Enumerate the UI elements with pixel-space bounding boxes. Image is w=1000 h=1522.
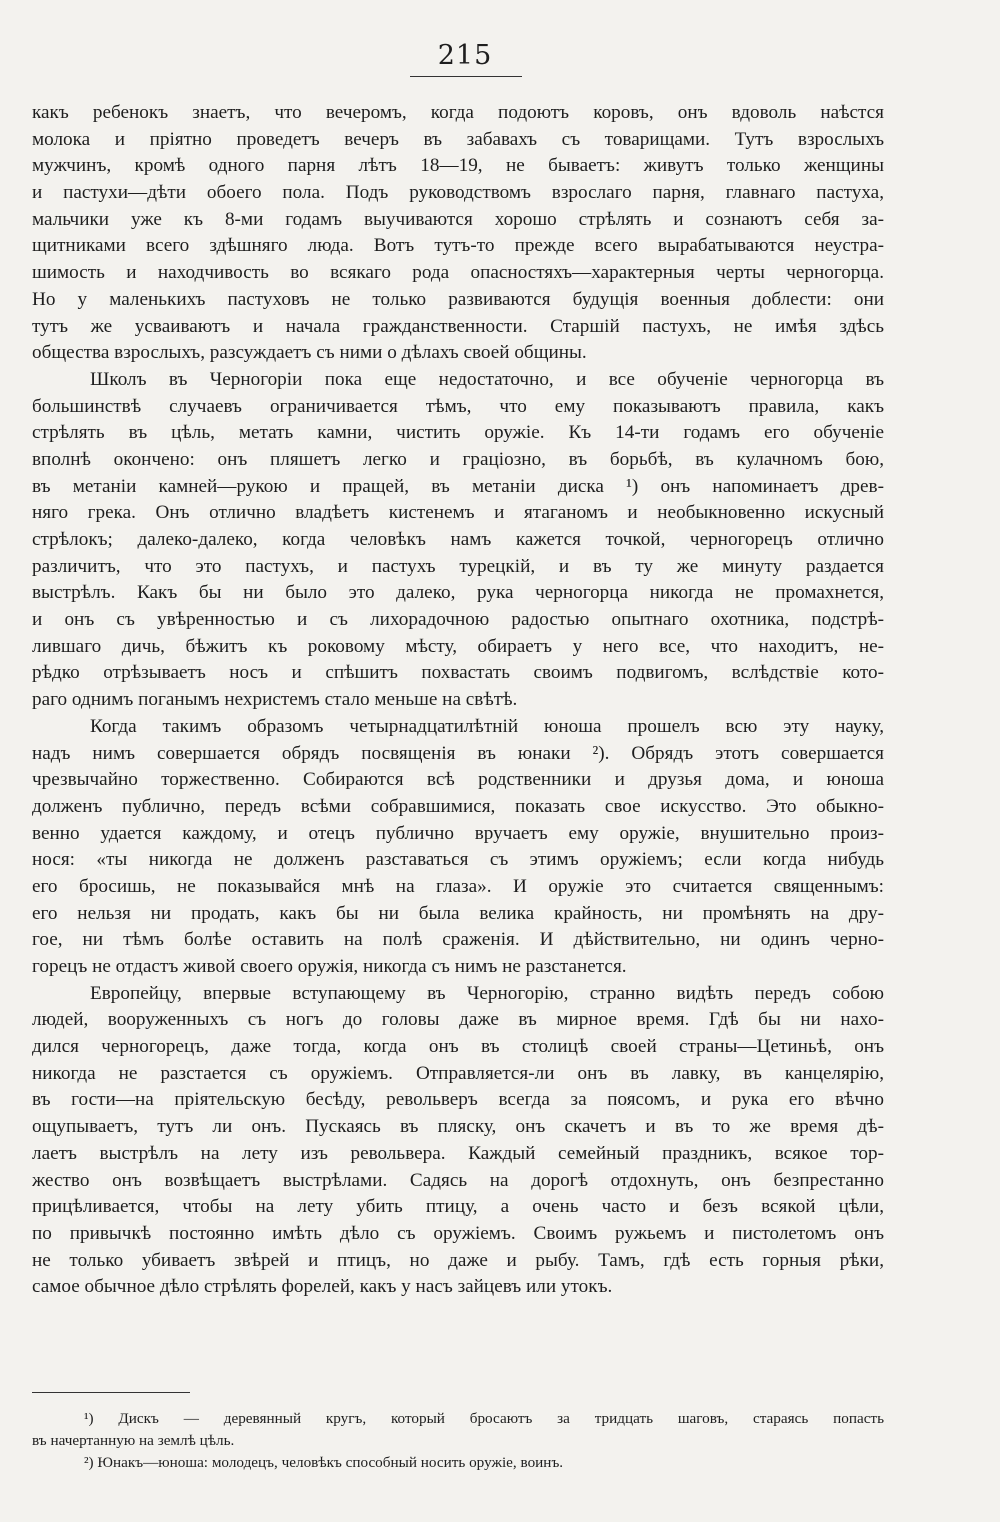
- text-line: Когда такимъ образомъ четырнадцатилѣтній юноша прошелъ всю эту науку,: [90, 715, 884, 737]
- text-line: стрѣлять въ цѣль, метать камни, чистить оружіе. Къ 14-ти годамъ его обученіе: [32, 422, 884, 444]
- text-line: выстрѣлъ. Какъ бы ни было это далеко, рука черногорца никогда не промахнется,: [32, 582, 884, 604]
- text-line: и онъ съ увѣренностью и съ лихорадочною радостью опытнаго охотника, подстрѣ-: [32, 609, 884, 631]
- text-line: большинствѣ случаевъ ограничивается тѣмъ, что ему показываютъ правила, какъ: [32, 395, 884, 417]
- text-line: раго однимъ поганымъ нехристемъ стало меньше на свѣтѣ.: [32, 689, 518, 711]
- text-line: долженъ публично, передъ всѣми собравшимися, показать свое искусство. Это обыкно-: [32, 795, 884, 817]
- text-line: стрѣлокъ; далеко-далеко, когда человѣкъ намъ кажется точкой, черногорецъ отлично: [32, 529, 884, 550]
- text-line: лившаго дичь, бѣжитъ къ роковому мѣсту, обираетъ у него все, что находитъ, не-: [32, 635, 884, 657]
- text-line: вполнѣ окончено: онъ пляшетъ легко и граціозно, въ борьбѣ, въ кулачномъ бою,: [32, 448, 884, 470]
- text-line: его бросишь, не показывайся мнѣ на глаза». И оружіе это считается священнымъ:: [32, 875, 884, 897]
- footnote-line: ¹) Дискъ — деревянный кругъ, который бросаютъ за тридцать шаговъ, стараясь попасть: [84, 1410, 884, 1427]
- text-line: прицѣливается, чтобы на лету убить птицу, а очень часто и безъ всякой цѣли,: [32, 1196, 884, 1218]
- text-line: различитъ, что это пастухъ, и пастухъ турецкій, и въ ту же минуту раздается: [32, 555, 884, 577]
- text-line: какъ ребенокъ знаетъ, что вечеромъ, когда подоютъ коровъ, онъ вдоволь наѣстся: [32, 102, 884, 123]
- text-line: лаетъ выстрѣлъ на лету изъ револьвера. Каждый семейный праздникъ, всякое тор-: [32, 1142, 884, 1164]
- text-line: его нельзя ни продать, какъ бы ни была велика крайность, ни промѣнять на дру-: [32, 902, 884, 924]
- text-line: щитниками всего здѣшняго люда. Вотъ тутъ-то прежде всего вырабатываются неустра-: [32, 235, 884, 257]
- footnote-line: ²) Юнакъ—юноша: молодецъ, человѣкъ способный носить оружіе, воинъ.: [84, 1454, 564, 1471]
- text-line: ощупываетъ, тутъ ли онъ. Пускаясь въ пляску, онъ скачетъ и въ то же время дѣ-: [32, 1116, 884, 1138]
- text-line: Но у маленькихъ пастуховъ не только развиваются будущія военныя доблести: они: [32, 288, 884, 310]
- page-number: 215: [437, 40, 493, 71]
- text-line: въ гости—на пріятельскую бесѣду, револьверъ всегда за поясомъ, и рука его вѣчно: [32, 1089, 884, 1111]
- text-line: людей, вооруженныхъ съ ногъ до головы даже въ мирное время. Гдѣ бы ни нахо-: [32, 1009, 884, 1031]
- text-line: и пастухи—дѣти обоего пола. Подъ руководствомъ взрослаго парня, главнаго пастуха,: [32, 182, 884, 204]
- text-line: никогда не разстается съ оружіемъ. Отправляется-ли онъ въ лавку, въ канцелярію,: [32, 1062, 884, 1084]
- footnote-rule: [32, 1392, 190, 1393]
- text-line: общества взрослыхъ, разсуждаетъ съ ними о дѣлахъ своей общины.: [32, 342, 587, 364]
- body-text: [32, 100, 884, 1301]
- text-line: горецъ не отдастъ живой своего оружія, никогда съ нимъ не разстанется.: [32, 956, 627, 977]
- text-line: няго грека. Онъ отлично владѣетъ кистенемъ и ятаганомъ и необыкновенно искусный: [32, 502, 884, 524]
- text-line: мужчинъ, кромѣ одного парня лѣтъ 18—19, не бываетъ: живутъ только женщины: [32, 155, 884, 177]
- text-line: по привычкѣ постоянно имѣть дѣло съ оружіемъ. Своимъ ружьемъ и пистолетомъ онъ: [32, 1222, 884, 1244]
- text-line: молока и пріятно проведетъ вечеръ въ забавахъ съ товарищами. Тутъ взрослыхъ: [32, 128, 884, 150]
- text-line: гое, ни тѣмъ болѣе оставить на полѣ сраженія. И дѣйствительно, ни одинъ черно-: [32, 929, 884, 951]
- text-line: надъ нимъ совершается обрядъ посвященія въ юнаки ²). Обрядъ этотъ совершается: [32, 742, 884, 764]
- text-line: тутъ же усваиваютъ и начала гражданственности. Старшій пастухъ, не имѣя здѣсь: [32, 315, 884, 337]
- text-line: дился черногорецъ, даже тогда, когда онъ въ столицѣ своей страны—Цетиньѣ, онъ: [32, 1036, 884, 1058]
- text-line: жество онъ возвѣщаетъ выстрѣлами. Садясь на дорогѣ отдохнуть, онъ безпрестанно: [32, 1169, 884, 1191]
- text-line: Европейцу, впервые вступающему въ Черногорію, странно видѣть передъ собою: [90, 982, 884, 1004]
- text-line: мальчики уже къ 8-ми годамъ выучиваются хорошо стрѣлять и сознаютъ себя за-: [32, 208, 884, 230]
- text-line: въ метаніи камней—рукою и пращей, въ метаніи диска ¹) онъ напоминаетъ древ-: [32, 475, 884, 497]
- text-line: не только убиваетъ звѣрей и птицъ, но даже и рыбу. Тамъ, гдѣ есть горныя рѣки,: [32, 1249, 884, 1271]
- text-line: рѣдко отрѣзываетъ носъ и спѣшитъ похвастать своимъ подвигомъ, вслѣдствіе кото-: [32, 662, 884, 684]
- text-line: нося: «ты никогда не долженъ разставаться съ этимъ оружіемъ; если когда нибудь: [32, 849, 884, 871]
- text-line: Школъ въ Черногоріи пока еще недостаточно, и все обученіе черногорца въ: [90, 368, 884, 390]
- text-line: чрезвычайно торжественно. Собираются всѣ родственники и друзья дома, и юноша: [32, 769, 884, 791]
- text-line: самое обычное дѣло стрѣлять форелей, какъ у насъ зайцевъ или утокъ.: [32, 1276, 613, 1298]
- header-rule: [410, 76, 522, 77]
- text-line: шимость и находчивость во всякаго рода опасностяхъ—характерныя черты черногорца.: [32, 262, 884, 284]
- footnotes: [32, 1408, 884, 1474]
- text-line: венно удается каждому, и отецъ публично вручаетъ ему оружіе, внушительно произ-: [32, 822, 884, 844]
- footnote-line: въ начертанную на землѣ цѣль.: [32, 1432, 235, 1449]
